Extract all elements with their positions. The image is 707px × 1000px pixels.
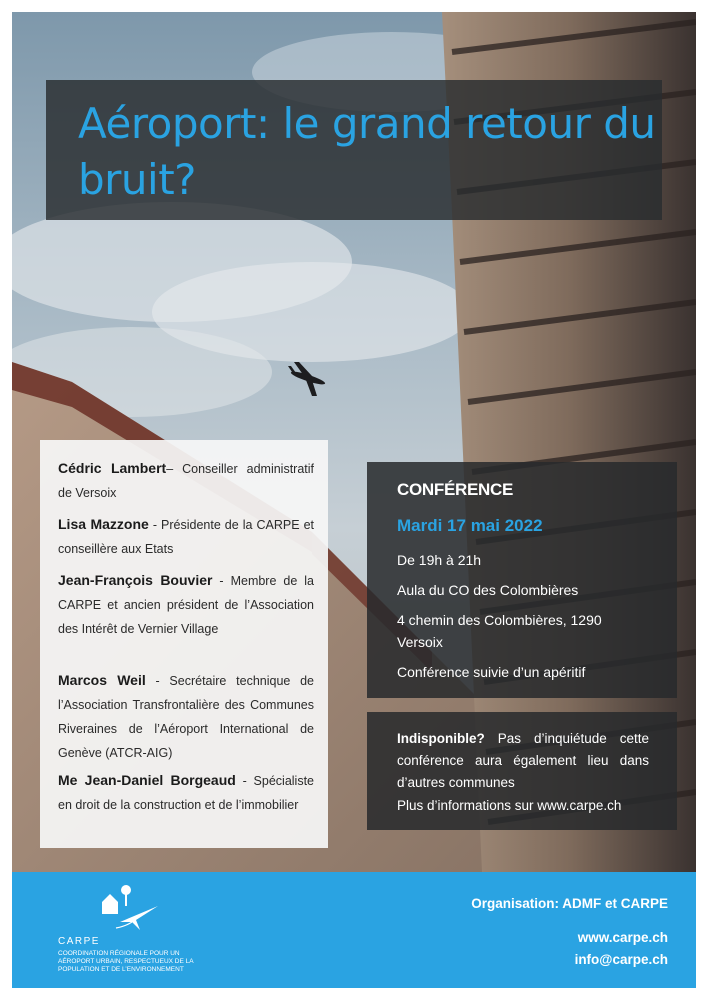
speaker-role: - Membre de la CARPE et ancien président de l’Association des Intérêt de Vernier Village [58, 574, 315, 636]
speaker-item [58, 512, 314, 561]
speaker-role: - Secrétaire technique de l’Association Transfrontalière des Communes Riveraines de l’Aéroport International de Genève (ATCR-AIG) [58, 674, 315, 760]
speaker-item [58, 768, 314, 817]
speaker-name: Cédric Lambert [58, 460, 167, 476]
speaker-role: - Spécialiste en droit de la construction et de l’immobilier [58, 774, 314, 812]
info-lead: Indisponible? [397, 731, 485, 746]
conference-note: Conférence suivie d’un apéritif [397, 664, 586, 680]
speaker-role: – Conseiller administratif de Versoix [58, 462, 315, 500]
speaker-item [58, 456, 314, 505]
email-link[interactable]: info@carpe.ch [574, 952, 668, 967]
conference-heading: CONFÉRENCE [397, 480, 514, 499]
speaker-item [58, 668, 314, 765]
info-body: Pas d’inquiétude cette conférence aura également lieu dans d’autres communes [397, 731, 649, 790]
info-more-link[interactable]: Plus d’informations sur www.carpe.ch [397, 798, 622, 813]
logo-tagline: COORDINATION RÉGIONALE POUR UN AÉROPORT URBAIN, RESPECTUEUX DE LA POPULATION ET DE L’ENVIRONNEMENT [58, 950, 194, 973]
speaker-name: Lisa Mazzone [58, 516, 149, 532]
footer [12, 872, 696, 988]
speaker-name: Me Jean-Daniel Borgeaud [58, 772, 236, 788]
website-link[interactable]: www.carpe.ch [577, 930, 668, 945]
page-title: Aéroport: le grand retour du bruit? [78, 99, 656, 204]
speaker-name: Jean-François Bouvier [58, 572, 213, 588]
organisation-label: Organisation: ADMF et CARPE [471, 896, 668, 911]
conference-date: Mardi 17 mai 2022 [397, 516, 543, 535]
conference-panel [367, 462, 677, 698]
conference-time: De 19h à 21h [397, 552, 482, 568]
speaker-name: Marcos Weil [58, 672, 146, 688]
conference-address-line1: 4 chemin des Colombières, 1290 [397, 612, 602, 628]
carpe-logo-icon [96, 880, 166, 934]
speakers-panel [40, 440, 328, 848]
speaker-item [58, 568, 314, 641]
logo-name: CARPE [58, 936, 100, 947]
title-panel [46, 80, 662, 220]
info-text [397, 728, 649, 794]
conference-venue: Aula du CO des Colombières [397, 582, 579, 598]
conference-address-line2: Versoix [397, 634, 443, 650]
info-panel [367, 712, 677, 830]
speaker-role: - Présidente de la CARPE et conseillère aux Etats [58, 518, 314, 556]
